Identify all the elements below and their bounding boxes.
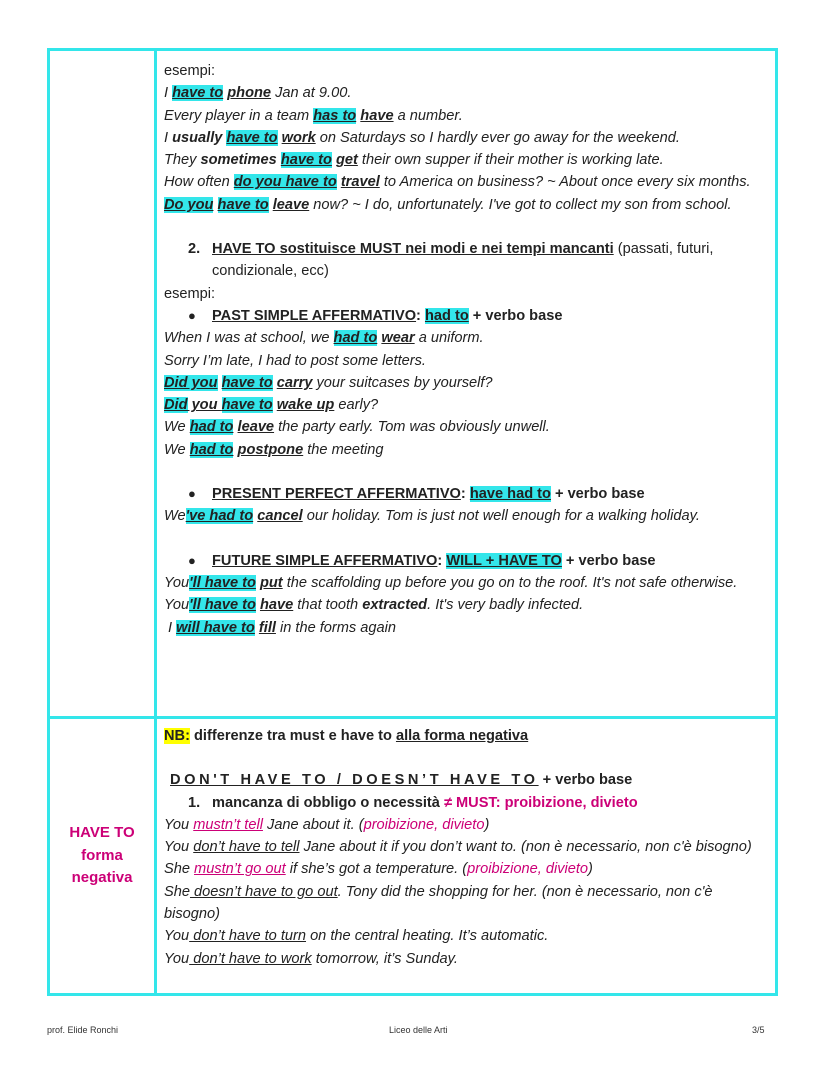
rule-2-title: HAVE TO sostituisce MUST nei modi e nei tempi mancanti (212, 241, 614, 258)
negative-heading: DON'T HAVE TO / DOESN’T HAVE TO + verbo base (170, 772, 633, 789)
past-example-1: When I was at school, we had to wear a uniform. (164, 330, 484, 347)
future-example-3: I will have to fill in the forms again (164, 619, 396, 636)
negative-rule-1: 1. mancanza di obbligo o necessità ≠ MUST: proibizione, divieto (188, 794, 638, 811)
bullet-future-simple: ● FUTURE SIMPLE AFFERMATIVO: WILL + HAVE TO + verbo base (164, 550, 765, 572)
negative-example-5: You don’t have to turn on the central heating. It’s automatic. (164, 928, 549, 945)
future-example-2: You'll have to have that tooth extracted. It's very badly infected. (164, 597, 584, 614)
nb-note: NB: differenze tra must e have to alla forma negativa (164, 728, 529, 744)
left-cell-empty (49, 50, 156, 718)
footer-author: prof. Elide Ronchi (47, 1025, 119, 1035)
bullet-icon: ● (188, 307, 196, 323)
spacer (164, 216, 765, 238)
spacer (164, 528, 765, 550)
negative-example-2: You don’t have to tell Jane about it if you don’t want to. (non è necessario, non c'è bisogno) (164, 839, 752, 856)
negative-example-4: She doesn’t have to go out. Tony did the shopping for her. (non è necessario, non c'è bisogno) (164, 883, 713, 923)
side-label-line-2: forma (81, 846, 123, 864)
spacer (164, 461, 765, 483)
left-cell-label (49, 718, 156, 995)
footer-school: Liceo delle Arti (389, 1025, 448, 1035)
example-sentence-4: They sometimes have to get their own supper if their mother is working late. (164, 152, 664, 169)
table-row-negative-form (49, 718, 777, 995)
past-example-4: Did you have to wake up early? (164, 397, 379, 414)
example-sentence-6: Do you have to leave now? ~ I do, unfortunately. I've got to collect my son from school. (164, 196, 732, 213)
rule-2: 2. HAVE TO sostituisce MUST nei modi e nei tempi mancanti (passati, futuri, condizionale, ecc) (188, 241, 714, 280)
past-example-5: We had to leave the party early. Tom was obviously unwell. (164, 419, 550, 436)
example-sentence-1: I have to phone Jan at 9.00. (164, 85, 352, 102)
future-example-1: You'll have to put the scaffolding up before you go on to the roof. It's not safe otherwise. (164, 574, 738, 591)
footer-page-number: 3/5 (752, 1025, 765, 1035)
bullet-icon: ● (188, 486, 196, 502)
bullet-past-simple: ● PAST SIMPLE AFFERMATIVO: had to + verbo base (164, 305, 765, 327)
right-cell-examples (156, 50, 777, 718)
bullet-present-perfect: ● PRESENT PERFECT AFFERMATIVO: have had to + verbo base (164, 483, 765, 505)
example-sentence-3: I usually have to work on Saturdays so I hardly ever go away for the weekend. (164, 129, 680, 146)
example-sentence-2: Every player in a team has to have a number. (164, 107, 463, 124)
esempi-label-2: esempi: (164, 285, 216, 302)
bullet-icon: ● (188, 552, 196, 568)
right-cell-negative (156, 718, 777, 995)
negative-example-1: You mustn’t tell Jane about it. (proibizione, divieto) (164, 816, 490, 833)
table-row-examples (49, 50, 777, 718)
side-label-line-3: negativa (71, 869, 133, 887)
content-table (47, 48, 778, 996)
negative-example-3: She mustn’t go out if she’s got a temperature. (proibizione, divieto) (164, 861, 593, 878)
negative-example-6: You don’t have to work tomorrow, it’s Sunday. (164, 950, 458, 967)
past-example-6: We had to postpone the meeting (164, 441, 384, 458)
side-label-line-1: HAVE TO (69, 824, 135, 842)
past-example-3: Did you have to carry your suitcases by yourself? (164, 374, 493, 391)
example-sentence-5: How often do you have to travel to America on business? ~ About once every six months. (164, 174, 751, 191)
spacer (164, 747, 765, 769)
esempi-label: esempi: (164, 63, 216, 79)
past-example-2: Sorry I’m late, I had to post some letters. (164, 352, 426, 369)
present-perfect-example-1: We've had to cancel our holiday. Tom is just not well enough for a walking holiday. (164, 508, 700, 525)
